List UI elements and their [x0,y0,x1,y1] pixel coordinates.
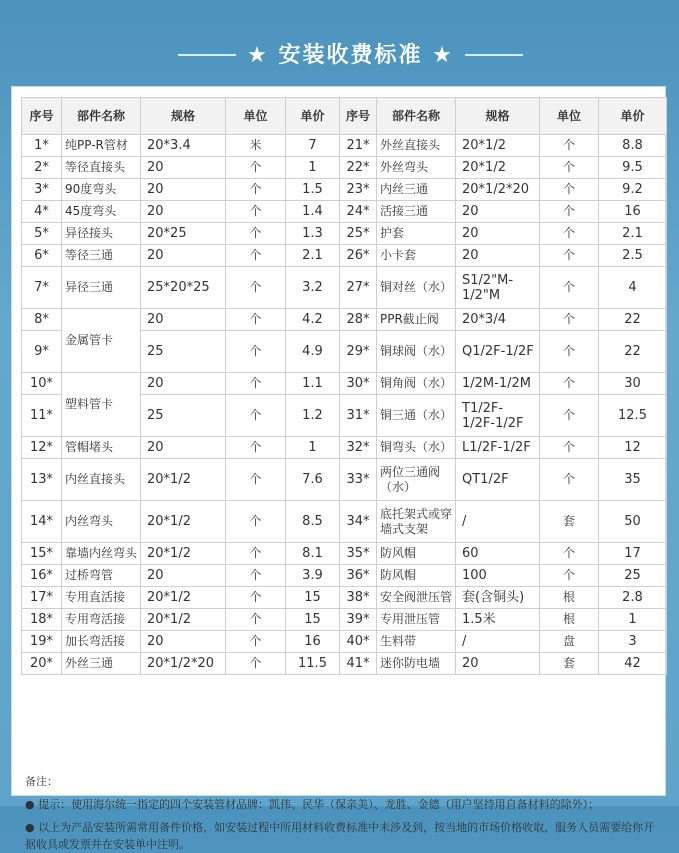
cell-name: 异径三通 [62,267,141,309]
cell-price: 8.5 [286,501,340,543]
cell-name: 生料带 [377,631,456,653]
cell-name: 小卡套 [377,245,456,267]
cell-spec: 20 [141,309,226,331]
cell-no: 12* [22,437,62,459]
cell-no: 3* [22,179,62,201]
cell-unit: 个 [226,543,286,565]
star-icon-left: ★ [247,43,269,68]
cell-price: 16 [599,201,667,223]
table-row [22,565,667,587]
cell-spec: 20*1/2 [456,135,540,157]
cell-name: 内丝三通 [377,179,456,201]
cell-unit: 个 [540,267,599,309]
note-line-1: ● 提示：使用海尔统一指定的四个安装管材品牌：凯伟、民华（保亲美）、龙胜、金德（用户坚持用自备材料的除外）； [25,798,600,811]
title-divider-right [465,54,523,56]
cell-no: 30* [340,373,377,395]
cell-no: 29* [340,331,377,373]
cell-unit: 个 [226,331,286,373]
cell-price: 3.2 [286,267,340,309]
cell-unit: 个 [226,373,286,395]
cell-price: 16 [286,631,340,653]
cell-unit: 个 [226,565,286,587]
cell-name: 两位三通阀（水） [377,459,456,501]
cell-unit: 个 [540,157,599,179]
cell-spec: 20*25 [141,223,226,245]
cell-spec: 1.5米 [456,609,540,631]
cell-no: 32* [340,437,377,459]
cell-no: 26* [340,245,377,267]
cell-unit: 根 [540,609,599,631]
table-row [22,459,667,501]
cell-no: 13* [22,459,62,501]
cell-unit: 个 [226,437,286,459]
cell-no: 23* [340,179,377,201]
cell-spec: 20*1/2 [141,543,226,565]
cell-no: 19* [22,631,62,653]
cell-spec: S1/2"M-1/2"M [456,267,540,309]
cell-no: 17* [22,587,62,609]
cell-name: 纯PP-R管材 [62,135,141,157]
header-cell: 序号 [340,98,377,135]
cell-unit: 个 [540,201,599,223]
table-row [22,201,667,223]
table-row [22,631,667,653]
cell-name: 等径三通 [62,245,141,267]
cell-unit: 个 [226,501,286,543]
cell-price: 42 [599,653,667,675]
table-row [22,501,667,543]
cell-unit: 个 [226,179,286,201]
cell-price: 3 [599,631,667,653]
cell-name: 铜角阀（水） [377,373,456,395]
cell-price: 4 [599,267,667,309]
cell-price: 8.8 [599,135,667,157]
cell-unit: 个 [226,631,286,653]
cell-unit: 个 [226,395,286,437]
cell-spec: 20 [141,179,226,201]
cell-name: 迷你防电墙 [377,653,456,675]
cell-unit: 个 [226,245,286,267]
cell-unit: 个 [540,245,599,267]
cell-no: 7* [22,267,62,309]
cell-name: 外丝直接头 [377,135,456,157]
table-row [22,179,667,201]
note-line-2: ● 以上为产品安装所需常用备件价格，如安装过程中所用材料收费标准中未涉及到，按当地的市场价格收取，服务人员需要给你开据收具或发票并在安装单中注明。 [25,821,655,851]
cell-name: 90度弯头 [62,179,141,201]
cell-unit: 个 [540,565,599,587]
cell-price: 1 [286,157,340,179]
cell-price: 9.5 [599,157,667,179]
cell-spec: 20*3/4 [456,309,540,331]
page-title-block [0,30,679,82]
cell-name: 异径接头 [62,223,141,245]
price-table [21,97,667,675]
cell-unit: 个 [226,587,286,609]
cell-spec: T1/2F-1/2F-1/2F [456,395,540,437]
cell-no: 4* [22,201,62,223]
cell-no: 35* [340,543,377,565]
cell-no: 36* [340,565,377,587]
cell-spec: QT1/2F [456,459,540,501]
cell-name: 专用直活接 [62,587,141,609]
cell-price: 7.6 [286,459,340,501]
cell-no: 34* [340,501,377,543]
cell-name: 塑料管卡 [62,373,141,437]
cell-unit: 个 [226,309,286,331]
cell-unit: 套 [540,501,599,543]
cell-spec: 25 [141,395,226,437]
header-cell: 单位 [540,98,599,135]
table-row [22,653,667,675]
title-divider-left [178,54,236,56]
cell-spec: 20*1/2 [141,501,226,543]
cell-name: 过桥弯管 [62,565,141,587]
cell-spec: 1/2M-1/2M [456,373,540,395]
cell-no: 20* [22,653,62,675]
cell-spec: 20 [456,653,540,675]
cell-unit: 套 [540,653,599,675]
cell-name: 45度弯头 [62,201,141,223]
cell-spec: 20 [456,223,540,245]
cell-price: 25 [599,565,667,587]
cell-no: 41* [340,653,377,675]
cell-price: 30 [599,373,667,395]
cell-spec: 20 [141,631,226,653]
cell-spec: 20 [456,245,540,267]
cell-price: 1.2 [286,395,340,437]
cell-name: 铜球阀（水） [377,331,456,373]
cell-no: 10* [22,373,62,395]
page-title-text: 安装收费标准 [278,43,423,68]
cell-unit: 个 [540,437,599,459]
cell-price: 1 [599,609,667,631]
cell-name: 防风帽 [377,565,456,587]
cell-spec: 20*1/2*20 [141,653,226,675]
cell-price: 17 [599,543,667,565]
cell-spec: 60 [456,543,540,565]
cell-price: 22 [599,331,667,373]
cell-price: 15 [286,587,340,609]
header-cell: 序号 [22,98,62,135]
table-row [22,437,667,459]
cell-spec: 20*3.4 [141,135,226,157]
cell-name: 铜对丝（水） [377,267,456,309]
price-table-panel [11,86,666,851]
cell-spec: / [456,631,540,653]
cell-spec: 25 [141,331,226,373]
cell-spec: 20 [141,157,226,179]
table-row [22,267,667,309]
cell-price: 1.4 [286,201,340,223]
cell-spec: 套(含铜头) [456,587,540,609]
cell-no: 21* [340,135,377,157]
cell-unit: 个 [540,373,599,395]
cell-name: 护套 [377,223,456,245]
cell-unit: 个 [540,223,599,245]
table-row [22,373,667,395]
cell-no: 22* [340,157,377,179]
cell-no: 38* [340,587,377,609]
cell-spec: 20 [141,437,226,459]
cell-name: 金属管卡 [62,309,141,373]
header-cell: 规格 [456,98,540,135]
cell-no: 2* [22,157,62,179]
cell-unit: 个 [540,179,599,201]
cell-unit: 个 [540,309,599,331]
table-row [22,157,667,179]
cell-no: 14* [22,501,62,543]
star-icon-right: ★ [432,43,454,68]
cell-no: 28* [340,309,377,331]
cell-price: 7 [286,135,340,157]
cell-name: 铜弯头（水） [377,437,456,459]
header-cell: 部件名称 [377,98,456,135]
cell-price: 1.1 [286,373,340,395]
cell-unit: 个 [226,653,286,675]
cell-spec: L1/2F-1/2F [456,437,540,459]
cell-spec: 20 [141,565,226,587]
cell-unit: 个 [226,459,286,501]
table-row [22,223,667,245]
cell-unit: 根 [540,587,599,609]
cell-unit: 盘 [540,631,599,653]
cell-name: 铜三通（水） [377,395,456,437]
cell-price: 2.1 [286,245,340,267]
cell-unit: 米 [226,135,286,157]
cell-no: 6* [22,245,62,267]
cell-unit: 个 [540,459,599,501]
table-row [22,609,667,631]
cell-spec: 20 [141,373,226,395]
cell-price: 35 [599,459,667,501]
cell-name: 内丝直接头 [62,459,141,501]
cell-price: 9.2 [599,179,667,201]
cell-spec: 20 [141,245,226,267]
cell-price: 4.2 [286,309,340,331]
header-cell: 单价 [599,98,667,135]
table-row [22,135,667,157]
cell-unit: 个 [226,267,286,309]
cell-spec: 20*1/2 [141,609,226,631]
table-body [22,135,667,675]
cell-name: 专用泄压管 [377,609,456,631]
cell-no: 31* [340,395,377,437]
cell-unit: 个 [540,331,599,373]
cell-no: 11* [22,395,62,437]
cell-name: 外丝三通 [62,653,141,675]
cell-spec: 20 [456,201,540,223]
cell-price: 1.5 [286,179,340,201]
cell-name: 安全阀泄压管 [377,587,456,609]
cell-spec: 100 [456,565,540,587]
cell-spec: Q1/2F-1/2F [456,331,540,373]
cell-spec: 25*20*25 [141,267,226,309]
cell-name: 等径直接头 [62,157,141,179]
notes-label: 备注： [25,775,58,788]
cell-spec: 20*1/2 [456,157,540,179]
header-cell: 部件名称 [62,98,141,135]
cell-no: 24* [340,201,377,223]
cell-spec: 20*1/2 [141,459,226,501]
cell-unit: 个 [226,201,286,223]
cell-unit: 个 [540,543,599,565]
cell-unit: 个 [226,157,286,179]
cell-name: 加长弯活接 [62,631,141,653]
header-cell: 单位 [226,98,286,135]
cell-no: 27* [340,267,377,309]
table-row [22,309,667,331]
cell-no: 40* [340,631,377,653]
cell-no: 5* [22,223,62,245]
cell-name: PPR截止阀 [377,309,456,331]
cell-unit: 个 [540,135,599,157]
cell-no: 39* [340,609,377,631]
cell-name: 防风帽 [377,543,456,565]
cell-spec: / [456,501,540,543]
cell-price: 3.9 [286,565,340,587]
cell-no: 1* [22,135,62,157]
cell-no: 9* [22,331,62,373]
cell-price: 12.5 [599,395,667,437]
cell-name: 靠墙内丝弯头 [62,543,141,565]
table-row [22,543,667,565]
notes-section [25,773,665,853]
cell-spec: 20 [141,201,226,223]
cell-spec: 20*1/2 [141,587,226,609]
cell-no: 18* [22,609,62,631]
cell-no: 33* [340,459,377,501]
cell-price: 11.5 [286,653,340,675]
cell-unit: 个 [540,395,599,437]
cell-no: 16* [22,565,62,587]
cell-unit: 个 [226,609,286,631]
cell-name: 活接三通 [377,201,456,223]
cell-no: 25* [340,223,377,245]
cell-price: 15 [286,609,340,631]
page-title [236,38,465,69]
cell-price: 50 [599,501,667,543]
cell-no: 8* [22,309,62,331]
cell-name: 外丝弯头 [377,157,456,179]
cell-price: 2.1 [599,223,667,245]
cell-price: 8.1 [286,543,340,565]
cell-unit: 个 [226,223,286,245]
cell-price: 1.3 [286,223,340,245]
cell-price: 2.5 [599,245,667,267]
header-cell: 单价 [286,98,340,135]
cell-no: 15* [22,543,62,565]
table-row [22,245,667,267]
cell-price: 22 [599,309,667,331]
cell-name: 底托架式或穿墙式支架 [377,501,456,543]
cell-price: 2.8 [599,587,667,609]
cell-price: 4.9 [286,331,340,373]
cell-name: 管帽堵头 [62,437,141,459]
table-row [22,587,667,609]
cell-price: 1 [286,437,340,459]
header-cell: 规格 [141,98,226,135]
cell-spec: 20*1/2*20 [456,179,540,201]
table-header-row [22,98,667,135]
cell-price: 12 [599,437,667,459]
cell-name: 专用弯活接 [62,609,141,631]
cell-name: 内丝弯头 [62,501,141,543]
